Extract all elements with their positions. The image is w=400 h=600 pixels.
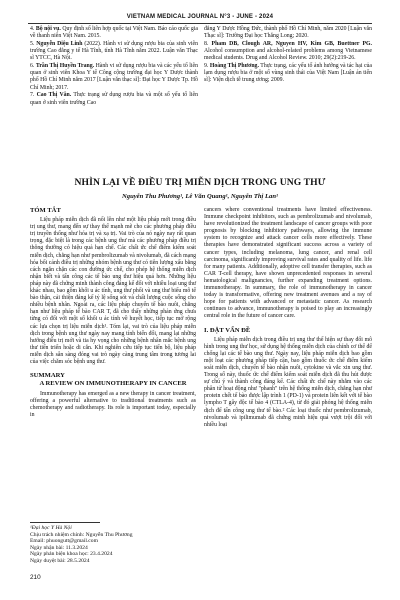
summary-text-continued: cancers where conventional treatments have limited effectiveness. Immune checkpoint inhibitors, such as pembrolizumab and nivolumab, have revolutionized the treatment landscape of cancer groups with poor prognosis by blocking inhibitory pathways, allowing the immune system to recognize and attack cancer cells more effectively. These therapies have demonstrated significant success across a variety of cancer types, including melanoma, lung cancer, and renal cell carcinoma, significantly improving survival rates and quality of life. life for many patients. Additionally, adoptive cell transfer therapies, such as CAR T-cell therapy, have shown unprecedented responses in several hematological malignancies, further expanding treatment options. immunotherapy. In summary, the role of immunotherapy in cancer today is transformative, offering new treatment avenues and a ray of hope for patients with advanced or metastatic cancer. As research continues to advance, immunotherapy is poised to play an increasingly central role in the future of cancer care. [204,207,372,320]
reference-item: 9. Hoàng Thị Phương. Thực trạng, các yếu tố ảnh hưởng và tác hại của lạm dụng rượu bia ở một số vùng sinh thái của Việt Nam [Luận án tiến sĩ]: Viện dịch tễ trung ương; 2009. [204,63,372,84]
reference-item: 5. Nguyễn Diệu Linh (2022). Hành vi sử dụng rượu bia của sinh viên trường Cao đẳng y tế Hà Tĩnh, tỉnh Hà Tĩnh năm 2022. Luận văn Thạc sĩ YTCC, Hà Nội. [30,40,199,62]
summary-title: A REVIEW ON IMMUNOTHERAPY IN CANCER [39,380,187,388]
article-title: NHÌN LẠI VỀ ĐIỀU TRỊ MIỄN DỊCH TRONG UNG THƯ [74,177,326,188]
left-column [30,207,196,420]
footnotes [30,525,196,565]
abstract-heading: TÓM TẮT [30,207,61,214]
page-number: 210 [30,574,41,581]
footnote-accepted: Ngày duyệt bài: 28.5.2024 [30,557,90,564]
footnote-affiliation: ¹Đại học Y Hà Nội [30,525,72,531]
reference-item: 7. Cao Thị Vân. Thực trạng sử dụng rượu bia và một số yếu tố liên quan ở sinh viên trường Cao [30,92,198,106]
article-authors: Nguyễn Thu Phương¹, Lê Văn Quang¹, Nguyễn Thị Lan¹ [122,193,278,200]
running-header: VIETNAM MEDICAL JOURNAL N°3 - JUNE - 2024 [126,14,274,20]
footnote-received: Ngày nhận bài: 11.3.2024 [30,544,88,551]
references-left [30,26,198,107]
footnote-corresponding: Chịu trách nhiệm chính: Nguyễn Thu Phương [30,531,133,538]
summary-heading: SUMMARY [30,372,65,380]
summary-text: Immunotherapy has emerged as a new therapy in cancer treatment, offering a powerful alternative to traditional treatments such as chemotherapy and radiotherapy. Its role is important today, especially in [30,391,196,419]
footnote-email: Email: phuongutt@gmail.com [30,538,98,545]
references-right [204,26,372,85]
footnote-reviewed: Ngày phản biện khoa học: 23.4.2024 [30,551,113,558]
reference-item: 4. Bộ nội vụ. Quy định số liên hợp quốc tại Việt Nam. Báo cáo quốc gia về thanh niên Việt Nam. 2015. [30,26,199,40]
footnote-rule [30,522,100,523]
header-rule [28,23,372,24]
right-column [204,207,372,429]
reference-item: 8. Pham DB, Clough AR, Nguyen HV, Kim GB, Buettner PG. Alcohol consumption and alcohol-related problems among Vietnamese medical students. Drug and Alcohol Review. 2010; 29(2):219-26. [204,40,373,62]
introduction-heading: I. ĐẶT VẤN ĐỀ [204,326,251,334]
introduction-text: Liệu pháp miễn dịch trong điều trị ung thư thể hiện sự thay đổi mô hình trong ung thư học, sử dụng hệ thống miễn dịch của chính cơ thể để chống lại các tế bào ung thư. Ngày nay, liệu pháp miễn dịch bao gồm một loạt các phương pháp tiếp cận, bao gồm thuốc ức chế điểm kiểm soát miễn dịch, chuyển tế bào nhận nuôi, cytokine và vắc xin ung thư. Trong số này, thuốc ức chế điểm kiểm soát miễn dịch đã thu hút được sự chú ý và thành công đáng kể. Các chất ức chế này nhắm vào các phân tử hoạt động như "phanh" trên hệ thống miễn dịch, chẳng hạn như protein chết tế bào được lập trình 1 (PD-1) và protein liên kết với tế bào lympho T gây độc tế bào 4 (CTLA-4), từ đó giải phóng hệ thống miễn dịch để tấn công ung thư tế bào.² Các loại thuốc như pembrolizumab, nivolumab và ipilimumab đã chứng minh hiệu quả vượt trội đối với nhiều loại [204,336,372,428]
reference-item: đẳng Y Dược Hồng Đức, thành phố Hồ Chí Minh, năm 2020 [Luận văn Thạc sĩ]: Trường Đại học Thăng Long; 2020. [204,26,372,40]
abstract-text: Liệu pháp miễn dịch đã nổi lên như một liệu pháp mới trong điều trị ung thư, mang đến sự thay thế mạnh mẽ cho các phương pháp điều trị truyền thống như hóa trị và xạ trị. Vai trò của nó ngày nay rất quan trọng, đặc biệt là trong các bệnh ung thư mà các phương pháp điều trị thông thường có hiệu quả hạn chế. Các chất ức chế điểm kiểm soát miễn dịch, chẳng hạn như pembrolizumab và nivolumab, đã cách mạng hóa bối cảnh điều trị những nhóm bệnh ung thư có tiên lượng xấu bằng cách ngăn chặn các con đường ức chế, cho phép hệ thống miễn dịch nhận biết và tấn công các tế bào ung thư hiệu quả hơn. Những liệu pháp này đã chứng minh thành công đáng kể đối với nhiều loại ung thư khác nhau, bao gồm khối u ác tính, ung thư phổi và ung thư biểu mô tế bào thận, cải thiện đáng kể tỷ lệ sống sót và chất lượng cuộc sống cho nhiều bệnh nhân. Ngoài ra, các liệu pháp chuyển tế bào nuôi, chẳng hạn như liệu pháp tế bào CAR T, đã cho thấy những phản ứng chưa từng có đối với một số khối u ác tính về huyết học, tiếp tục mở rộng các lựa chọn trị liệu miễn dịch¹. Tóm lại, vai trò của liệu pháp miễn dịch trong bệnh ung thư ngày nay mang tính biến đổi, mang lại những hướng điều trị mới và tia hy vọng cho những bệnh nhân mắc bệnh ung thư tiến triển hoặc di căn. Khi nghiên cứu tiếp tục tiến bộ, liệu pháp miễn dịch sẵn sàng đóng vai trò ngày càng trung tâm trong tương lai của việc chăm sóc bệnh ung thư. [30,217,196,365]
reference-item: 6. Trần Thị Huyền Trang. Hành vi sử dụng rượu bia và các yếu tố liên quan ở sinh viên Khoa Y tế Công cộng trường đại học Y Dược thành phố Hồ Chí Minh năm 2017 [Luận văn thạc sĩ]: Đại học Y Dược Tp. Hồ Chí Minh; 2017. [30,63,198,91]
